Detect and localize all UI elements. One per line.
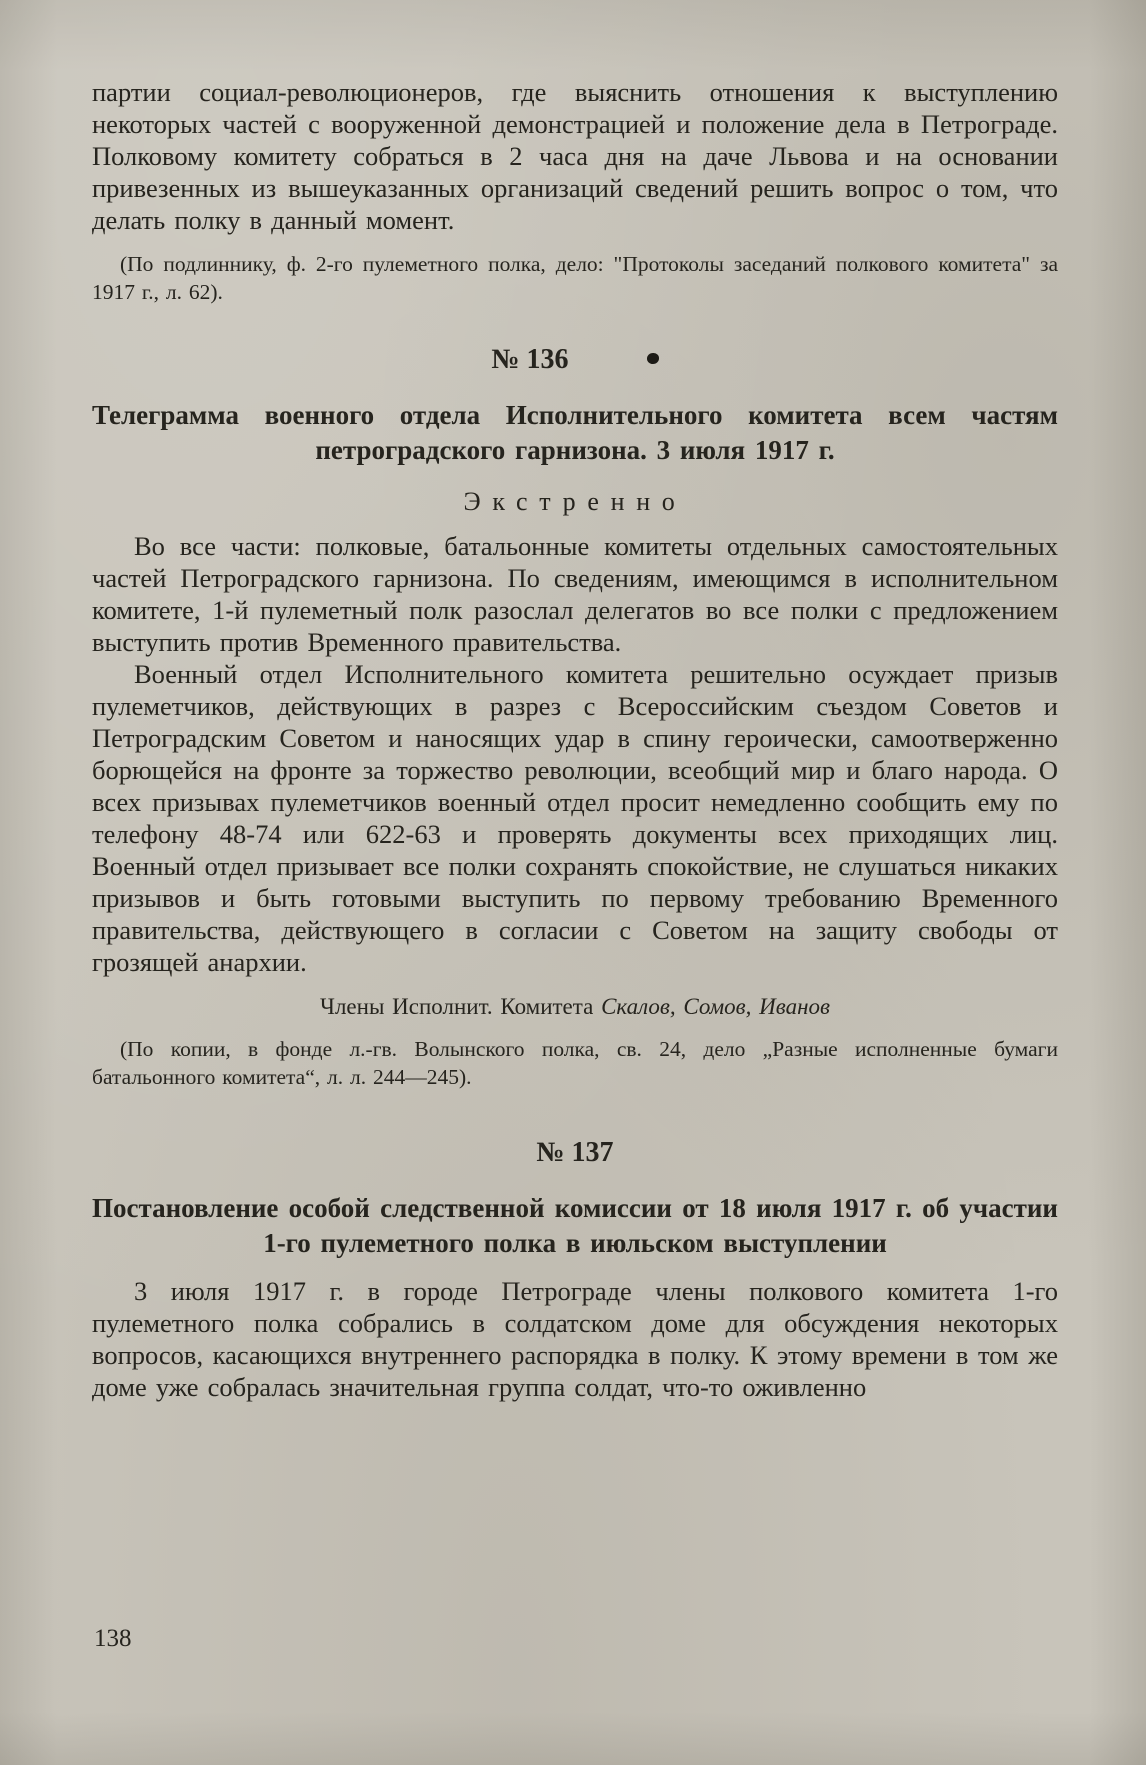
source-note-continuation: (По подлиннику, ф. 2-го пулеметного полка, дело: "Протоколы заседаний полкового комитета" за 1917 г., л. 62). — [92, 252, 1058, 304]
urgency-label: Экстренно — [463, 487, 687, 516]
document-137-paragraph-1: 3 июля 1917 г. в городе Петрограде члены полкового комитета 1-го пулеметного полка собрались в солдатском доме для обсуждения некоторых вопросов, касающихся внутреннего распорядка в полку. К этому времени в том же доме уже собралась значительная группа солдат, что-то оживленно — [92, 1276, 1058, 1402]
continuation-paragraph: партии социал-революционеров, где выяснить отношения к выступлению некоторых частей с вооруженной демонстрацией и положение дела в Петрограде. Полковому комитету собраться в 2 часа дня на даче Львова и на основании привезенных из вышеуказанных организаций сведений решить вопрос о том, что делать полку в данный момент. — [92, 77, 1058, 235]
document-136-title: Телеграмма военного отдела Исполнительного комитета всем частям петроградского гарнизона. 3 июля 1917 г. — [92, 400, 1058, 465]
document-136-number-row — [92, 344, 1058, 376]
document-137-number: № 137 — [536, 1137, 614, 1168]
document-137-title: Постановление особой следственной комиссии от 18 июля 1917 г. об участии 1-го пулеметного полка в июльском выступлении — [92, 1193, 1058, 1258]
document-136-paragraph-2: Военный отдел Исполнительного комитета решительно осуждает призыв пулеметчиков, действующих в разрез с Всероссийским съездом Советов и Петроградским Советом и наносящих удар в спину героически, самоотверженно борющейся на фронте за торжество революции, всеобщий мир и благо народа. О всех призывах пулеметчиков военный отдел просит немедленно сообщить ему по телефону 48-74 или 622-63 и проверять документы всех приходящих лиц. Военный отдел призывает все полки сохранять спокойствие, не слушаться никаких призывов и быть готовыми выступить по первому требованию Временного правительства, действующего в согласии с Советом на защиту свободы от грозящей анархии. — [92, 659, 1058, 977]
document-136-paragraph-1: Во все части: полковые, батальонные комитеты отдельных самостоятельных частей Петроградского гарнизона. По сведениям, имеющимся в исполнительном комитете, 1-й пулеметный полк разослал делегатов во все полки с предложением выступить против Временного правительства. — [92, 531, 1058, 657]
signature-names: Скалов, Сомов, Иванов — [601, 994, 830, 1019]
signature-prefix: Члены Исполнит. Комитета — [320, 994, 602, 1019]
source-note-document-136: (По копии, в фонде л.-гв. Волынского полка, св. 24, дело „Разные исполненные бумаги батальонного комитета“, л. л. 244—245). — [92, 1037, 1058, 1089]
page-number: 138 — [94, 1625, 132, 1652]
document-136-number: № 136 — [491, 344, 569, 375]
ink-spot — [647, 353, 659, 364]
signature-line — [92, 992, 1058, 1021]
